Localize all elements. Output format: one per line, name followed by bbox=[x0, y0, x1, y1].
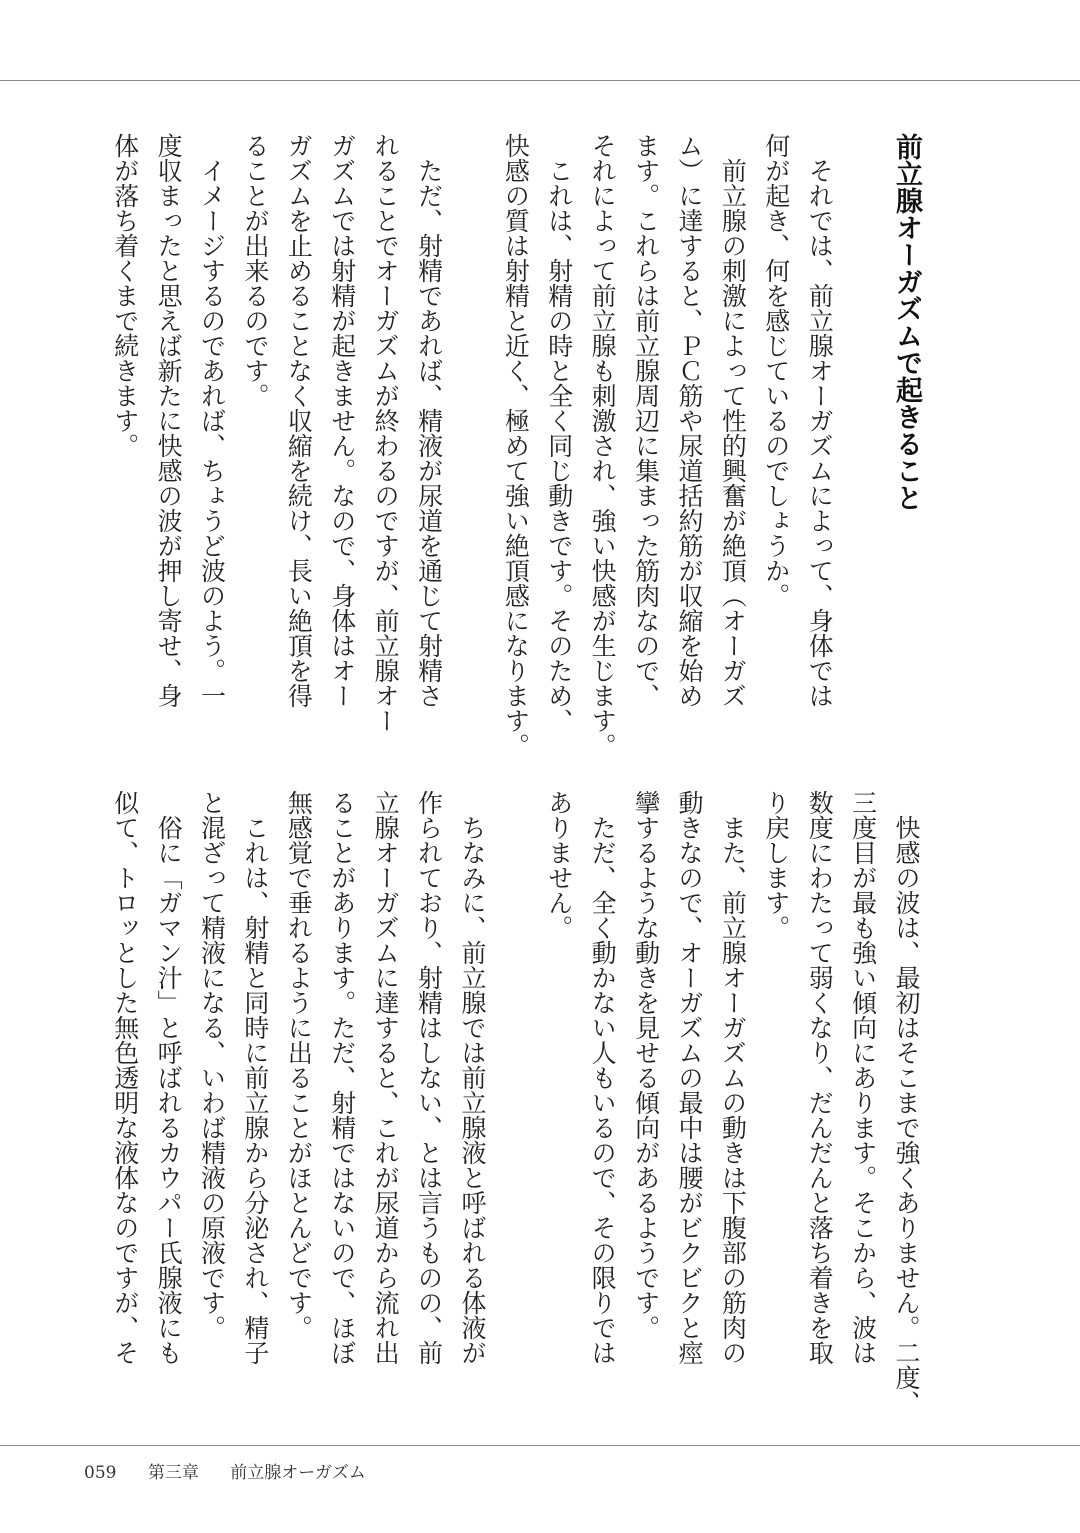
text-line: ることが出来るのです。 bbox=[240, 133, 270, 408]
text-line bbox=[451, 133, 494, 753]
lower-text-block bbox=[103, 790, 928, 1415]
page-number: 059 bbox=[84, 1463, 117, 1483]
text-line: 数度にわたって弱くなり、だんだんと落ち着きを取 bbox=[805, 790, 835, 1365]
upper-text-block bbox=[103, 133, 928, 758]
text-line: これは、射精の時と全く同じ動きです。そのため、 bbox=[544, 133, 574, 733]
text-line: それによって前立腺も刺激され、強い快感が生じます。 bbox=[588, 133, 618, 758]
text-line: また、前立腺オーガズムの動きは下腹部の筋肉の bbox=[718, 790, 748, 1365]
text-line: 攣するような動きを見せる傾向があるようです。 bbox=[631, 790, 661, 1340]
top-rule bbox=[0, 80, 1080, 81]
page-footer bbox=[84, 1458, 392, 1483]
text-line: 俗に「ガマン汁」と呼ばれるカウパー氏腺液にも bbox=[154, 790, 184, 1365]
chapter-label: 第三章 bbox=[147, 1463, 199, 1483]
text-line: 前立腺の刺激によって性的興奮が絶頂（オーガズ bbox=[718, 133, 748, 708]
text-line: 作られており、射精はしない、とは言うものの、前 bbox=[414, 790, 444, 1365]
text-line bbox=[841, 133, 884, 753]
text-line: ありません。 bbox=[544, 790, 574, 940]
text-line: ム）に達すると、ＰＣ筋や尿道括約筋が収縮を始め bbox=[674, 133, 704, 708]
text-line: 似て、トロッとした無色透明な液体なのですが、そ bbox=[110, 790, 140, 1365]
text-line: 動きなので、オーガズムの最中は腰がビクビクと痙 bbox=[674, 790, 704, 1365]
text-line: 快感の質は射精と近く、極めて強い絶頂感になります。 bbox=[501, 133, 531, 758]
text-line: イメージするのであれば、ちょうど波のよう。一 bbox=[197, 133, 227, 708]
text-line: ガズムを止めることなく収縮を続け、長い絶頂を得 bbox=[284, 133, 314, 708]
text-line: ガズムでは射精が起きません。なので、身体はオー bbox=[327, 133, 357, 708]
text-line: 体が落ち着くまで続きます。 bbox=[110, 133, 140, 458]
text-line: これは、射精と同時に前立腺から分泌され、精子 bbox=[240, 790, 270, 1365]
text-line: ることがあります。ただ、射精ではないので、ほぼ bbox=[327, 790, 357, 1365]
text-line bbox=[494, 790, 537, 1410]
text-line: 何が起き、何を感じているのでしょうか。 bbox=[761, 133, 791, 608]
text-line: 無感覚で垂れるように出ることがほとんどです。 bbox=[284, 790, 314, 1340]
text-line: ます。これらは前立腺周辺に集まった筋肉なので、 bbox=[631, 133, 661, 708]
text-line: ただ、射精であれば、精液が尿道を通じて射精さ bbox=[414, 133, 444, 708]
text-line: ちなみに、前立腺では前立腺液と呼ばれる体液が bbox=[457, 790, 487, 1365]
text-line: 快感の波は、最初はそこまで強くありません。二度、 bbox=[892, 790, 921, 1415]
text-line: ただ、全く動かない人もいるので、その限りでは bbox=[588, 790, 618, 1365]
text-line: 三度目が最も強い傾向にあります。そこから、波は bbox=[848, 790, 878, 1365]
text-line: それでは、前立腺オーガズムによって、身体では bbox=[805, 133, 835, 708]
text-line: 度収まったと思えば新たに快感の波が押し寄せ、身 bbox=[154, 133, 184, 708]
chapter-title: 前立腺オーガズム bbox=[230, 1463, 366, 1483]
text-line: れることでオーガズムが終わるのですが、前立腺オー bbox=[371, 133, 401, 733]
text-line: と混ざって精液になる、いわば精液の原液です。 bbox=[197, 790, 227, 1340]
section-heading: 前立腺オーガズムで起きること bbox=[891, 133, 922, 511]
text-line: り戻します。 bbox=[761, 790, 791, 940]
bottom-rule bbox=[0, 1445, 1080, 1446]
text-line: 立腺オーガズムに達すると、これが尿道から流れ出 bbox=[371, 790, 401, 1365]
